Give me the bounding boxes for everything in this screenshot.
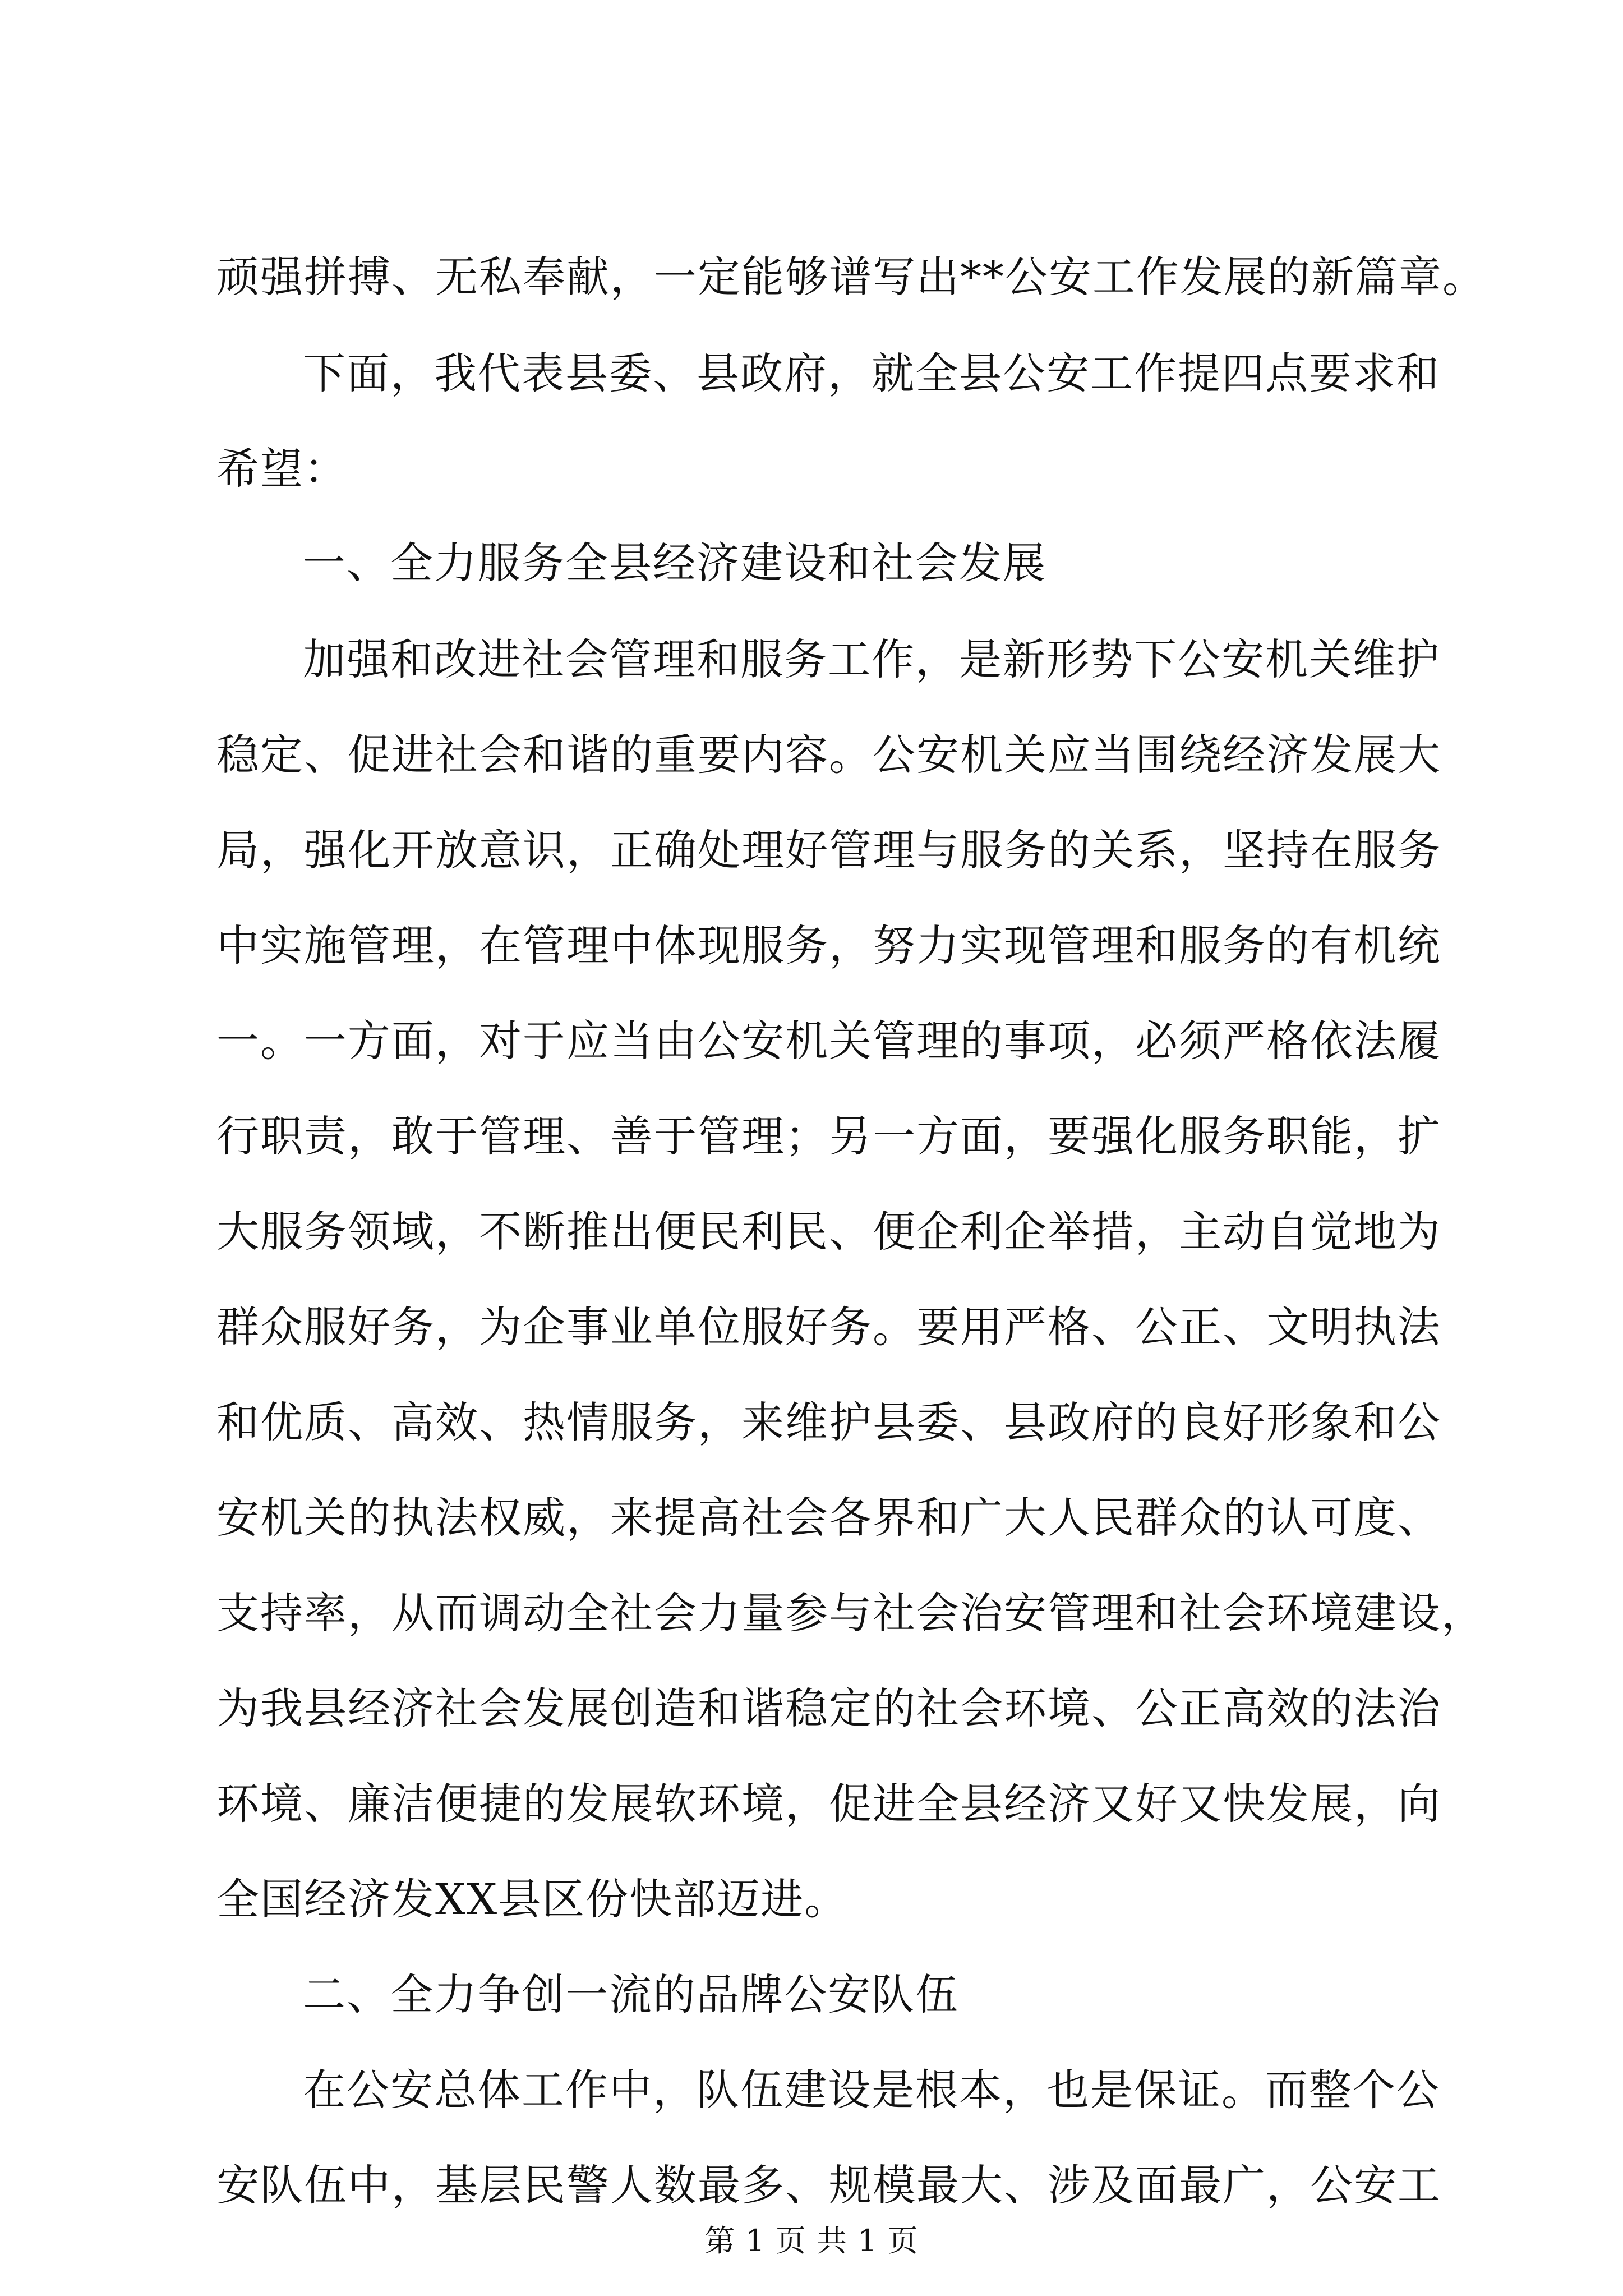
- text-line-10: 行职责，敢于管理、善于管理；另一方面，要强化服务职能，扩: [216, 1111, 1441, 1161]
- text-line-15: 支持率，从而调动全社会力量参与社会治安管理和社会环境建设，: [216, 1588, 1485, 1638]
- text-line-6: 稳定、促进社会和谐的重要内容。公安机关应当围绕经济发展大: [216, 730, 1441, 780]
- text-line-17: 环境、廉洁便捷的发展软环境，促进全县经济又好又快发展，向: [216, 1779, 1441, 1829]
- text-line-18: 全国经济发XX县区份快部迈进。: [216, 1874, 849, 1924]
- text-line-5: 加强和改进社会管理和服务工作，是新形势下公安机关维护: [303, 634, 1440, 684]
- page-footer: 第 1 页 共 1 页: [704, 2223, 919, 2258]
- text-line-3: 希望：: [216, 444, 348, 494]
- text-line-8: 中实施管理，在管理中体现服务，努力实现管理和服务的有机统: [216, 921, 1441, 970]
- text-line-1: 顽强拼搏、无私奉献，一定能够谱写出**公安工作发展的新篇章。: [216, 252, 1486, 302]
- text-line-12: 群众服好务，为企事业单位服好务。要用严格、公正、文明执法: [216, 1302, 1441, 1352]
- text-line-21: 安队伍中，基层民警人数最多、规模最大、涉及面最广，公安工: [216, 2160, 1441, 2210]
- section-heading-1: 一、全力服务全县经济建设和社会发展: [303, 538, 1046, 588]
- text-line-7: 局，强化开放意识，正确处理好管理与服务的关系，坚持在服务: [216, 825, 1441, 875]
- text-line-14: 安机关的执法权威，来提高社会各界和广大人民群众的认可度、: [216, 1493, 1441, 1543]
- text-line-9: 一。一方面，对于应当由公安机关管理的事项，必须严格依法履: [216, 1016, 1441, 1066]
- text-line-16: 为我县经济社会发展创造和谐稳定的社会环境、公正高效的法治: [216, 1683, 1441, 1733]
- text-line-2: 下面，我代表县委、县政府，就全县公安工作提四点要求和: [303, 348, 1440, 398]
- section-heading-2: 二、全力争创一流的品牌公安队伍: [303, 1970, 959, 2019]
- text-line-20: 在公安总体工作中，队伍建设是根本，也是保证。而整个公: [303, 2065, 1440, 2115]
- text-line-11: 大服务领域，不断推出便民利民、便企利企举措，主动自觉地为: [216, 1207, 1441, 1257]
- text-line-13: 和优质、高效、热情服务，来维护县委、县政府的良好形象和公: [216, 1397, 1441, 1447]
